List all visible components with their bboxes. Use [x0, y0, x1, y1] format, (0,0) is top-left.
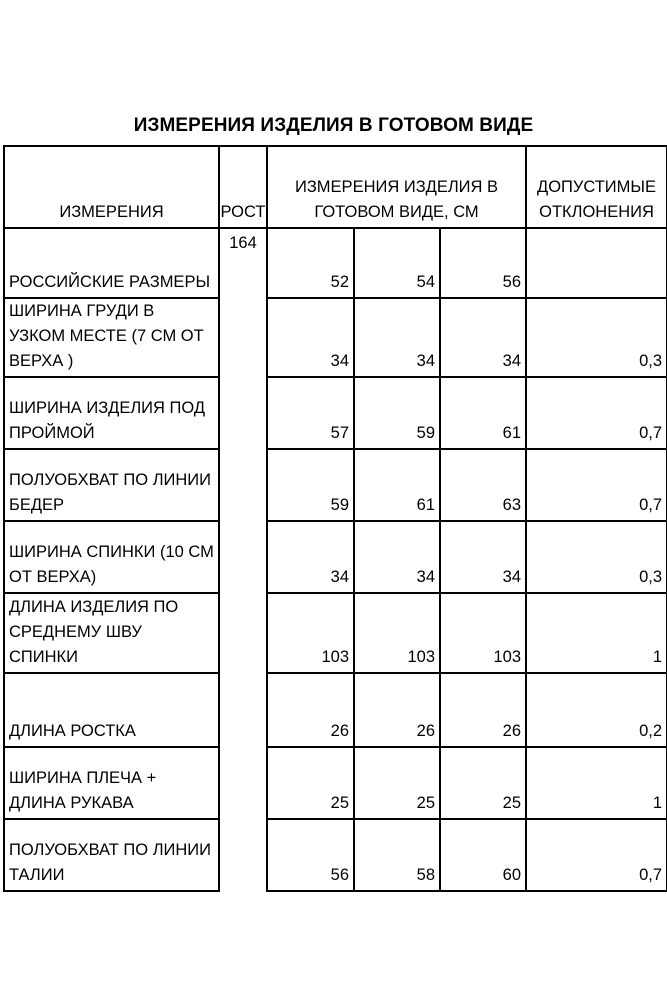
- table-row: [4, 449, 667, 521]
- tolerance-value: 0,7: [526, 449, 667, 521]
- size-value: 54: [354, 228, 440, 298]
- cell-value: 25: [440, 747, 526, 819]
- row-label: ШИРИНА ПЛЕЧА + ДЛИНА РУКАВА: [4, 747, 219, 819]
- cell-value: 61: [354, 449, 440, 521]
- row-label: ШИРИНА ГРУДИ В УЗКОМ МЕСТЕ (7 СМ ОТ ВЕРХА ): [4, 298, 219, 377]
- table-row: [4, 593, 667, 673]
- table-row: [4, 747, 667, 819]
- header-dimensions: ИЗМЕРЕНИЯ ИЗДЕЛИЯ В ГОТОВОМ ВИДЕ, СМ: [267, 146, 526, 228]
- cell-value: 26: [354, 673, 440, 747]
- row-label: ШИРИНА ИЗДЕЛИЯ ПОД ПРОЙМОЙ: [4, 377, 219, 449]
- row-label: ПОЛУОБХВАТ ПО ЛИНИИ БЕДЕР: [4, 449, 219, 521]
- table-row: [4, 521, 667, 593]
- header-tolerance: ДОПУСТИМЫЕ ОТКЛОНЕНИЯ: [526, 146, 667, 228]
- table-row: [4, 377, 667, 449]
- table-header-row: [4, 146, 667, 228]
- cell-value: 25: [267, 747, 354, 819]
- tolerance-value: 1: [526, 593, 667, 673]
- cell-value: 103: [354, 593, 440, 673]
- tolerance-value: 0,7: [526, 377, 667, 449]
- page-title: ИЗМЕРЕНИЯ ИЗДЕЛИЯ В ГОТОВОМ ВИДЕ: [133, 115, 534, 136]
- cell-value: 25: [354, 747, 440, 819]
- tolerance-value: [526, 228, 667, 298]
- table-row: [4, 819, 667, 891]
- table-row: [4, 673, 667, 747]
- size-value: 56: [440, 228, 526, 298]
- tolerance-value: 0,7: [526, 819, 667, 891]
- cell-value: 26: [440, 673, 526, 747]
- row-label: РОССИЙСКИЕ РАЗМЕРЫ: [4, 228, 219, 298]
- tolerance-value: 1: [526, 747, 667, 819]
- measurements-table: [3, 145, 667, 892]
- cell-value: 34: [440, 298, 526, 377]
- rost-value: 164: [219, 228, 267, 891]
- cell-value: 34: [440, 521, 526, 593]
- cell-value: 60: [440, 819, 526, 891]
- tolerance-value: 0,2: [526, 673, 667, 747]
- cell-value: 57: [267, 377, 354, 449]
- cell-value: 56: [267, 819, 354, 891]
- cell-value: 34: [354, 298, 440, 377]
- row-label: ДЛИНА ИЗДЕЛИЯ ПО СРЕДНЕМУ ШВУ СПИНКИ: [4, 593, 219, 673]
- cell-value: 103: [440, 593, 526, 673]
- row-label: ШИРИНА СПИНКИ (10 СМ ОТ ВЕРХА): [4, 521, 219, 593]
- header-measure: ИЗМЕРЕНИЯ: [4, 146, 219, 228]
- cell-value: 59: [267, 449, 354, 521]
- cell-value: 103: [267, 593, 354, 673]
- cell-value: 58: [354, 819, 440, 891]
- table-row: [4, 298, 667, 377]
- cell-value: 34: [267, 298, 354, 377]
- header-rost: РОСТ: [219, 146, 267, 228]
- size-value: 52: [267, 228, 354, 298]
- cell-value: 61: [440, 377, 526, 449]
- tolerance-value: 0,3: [526, 298, 667, 377]
- cell-value: 26: [267, 673, 354, 747]
- tolerance-value: 0,3: [526, 521, 667, 593]
- cell-value: 63: [440, 449, 526, 521]
- cell-value: 34: [267, 521, 354, 593]
- row-label: ПОЛУОБХВАТ ПО ЛИНИИ ТАЛИИ: [4, 819, 219, 891]
- row-label: ДЛИНА РОСТКА: [4, 673, 219, 747]
- cell-value: 34: [354, 521, 440, 593]
- table-row: [4, 228, 667, 298]
- cell-value: 59: [354, 377, 440, 449]
